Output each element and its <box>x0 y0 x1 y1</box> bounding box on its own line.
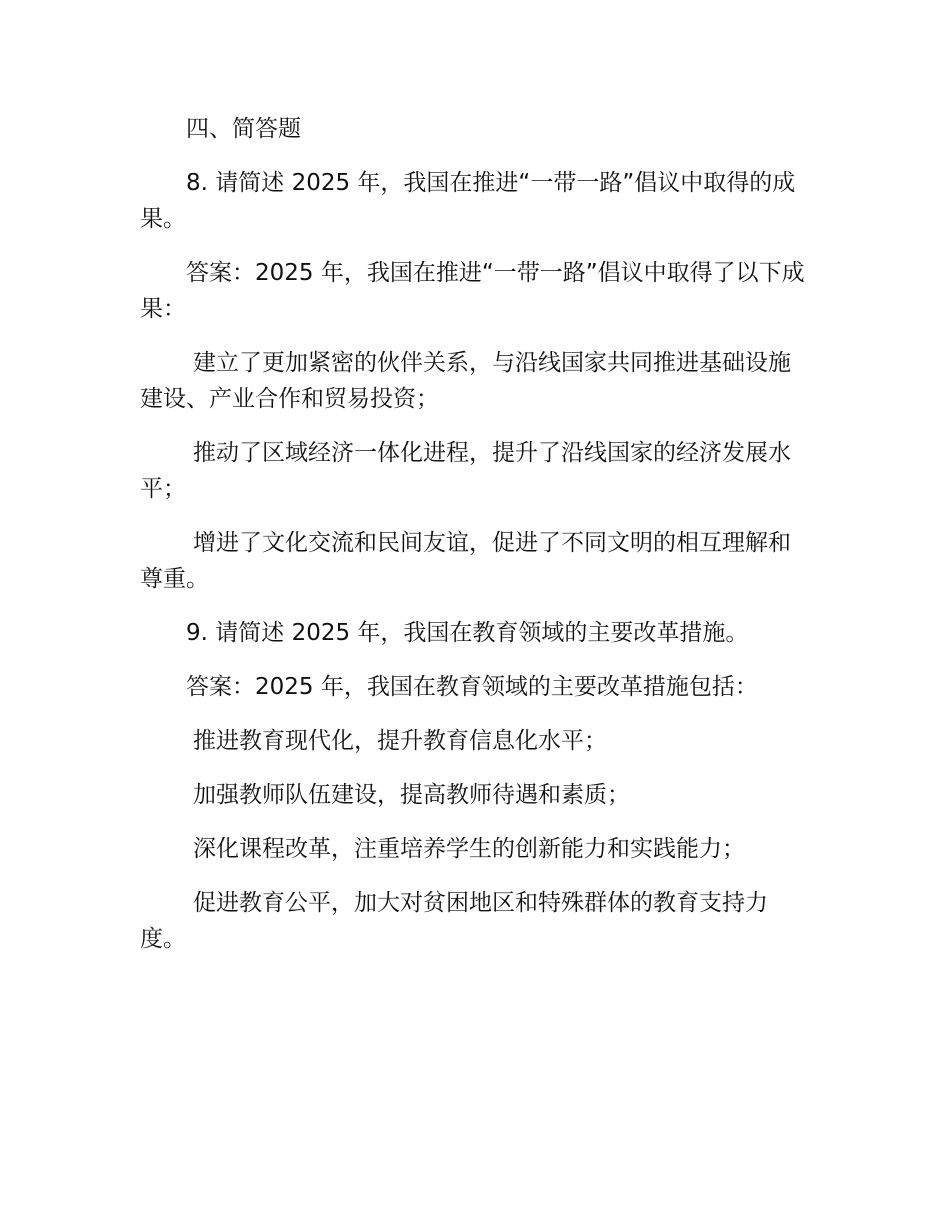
answer-9-point: 推进教育现代化，提升教育信息化水平； <box>193 728 607 754</box>
question-9: 9. 请简述 2025 年，我国在教育领域的主要改革措施。 <box>186 620 749 646</box>
answer-8-point: 增进了文化交流和民间友谊，促进了不同文明的相互理解和尊重。 <box>140 530 791 592</box>
answer-9-point: 加强教师队伍建设，提高教师待遇和素质； <box>193 782 630 808</box>
answer-8-point: 推动了区域经济一体化进程，提升了沿线国家的经济发展水平； <box>140 440 791 502</box>
answer-9-point: 促进教育公平，加大对贫困地区和特殊群体的教育支持力度。 <box>140 890 768 952</box>
answer-9-intro: 答案：2025 年，我国在教育领域的主要改革措施包括： <box>186 674 758 700</box>
section-title: 四、简答题 <box>186 116 301 142</box>
answer-8-intro: 答案：2025 年，我国在推进“一带一路”倡议中取得了以下成果： <box>140 260 805 322</box>
answer-9-point: 深化课程改革，注重培养学生的创新能力和实践能力； <box>193 836 745 862</box>
answer-8-point: 建立了更加紧密的伙伴关系，与沿线国家共同推进基础设施建设、产业合作和贸易投资； <box>140 350 791 412</box>
document-body <box>140 111 806 975</box>
question-8: 8. 请简述 2025 年，我国在推进“一带一路”倡议中取得的成果。 <box>140 170 796 232</box>
